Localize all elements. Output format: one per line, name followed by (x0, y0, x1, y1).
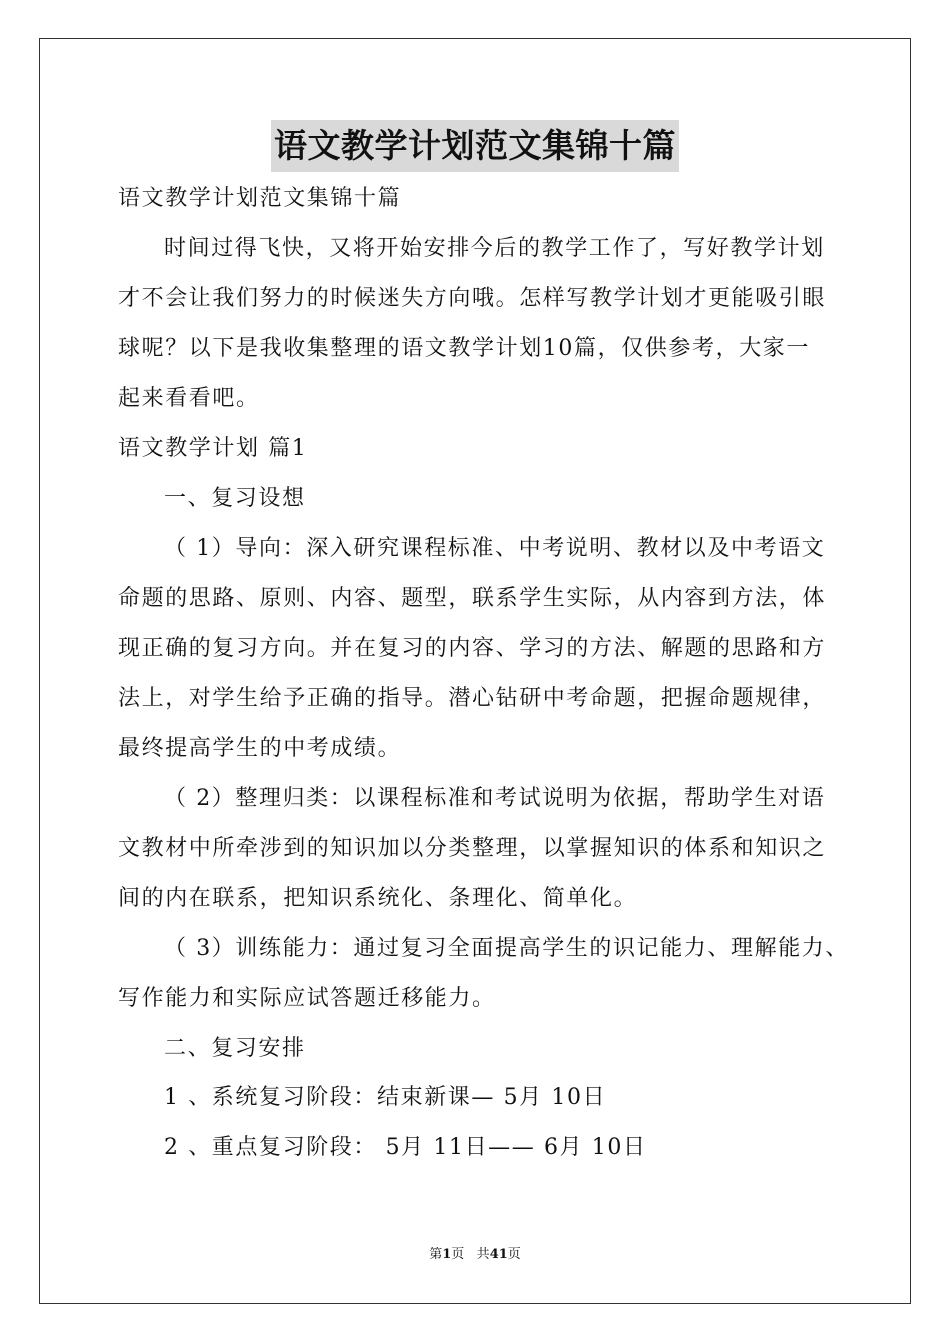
document-title: 语文教学计划范文集锦十篇 (271, 120, 679, 172)
paragraph-line: （ 2）整理归类：以课程标准和考试说明为依据，帮助学生对语 (164, 786, 826, 811)
paragraph-line: 起来看看吧。 (118, 386, 260, 411)
paragraph-line: 写作能力和实际应试答题迁移能力。 (118, 986, 496, 1011)
paragraph-line: 命题的思路、原则、内容、题型，联系学生实际，从内容到方法，体 (118, 586, 827, 611)
total-suffix: 页 (507, 1247, 521, 1262)
page-suffix: 页 (451, 1247, 465, 1262)
subtitle-line: 语文教学计划范文集锦十篇 (118, 186, 402, 211)
page-number: 1 (442, 1247, 452, 1262)
paragraph-line: 球呢？以下是我收集整理的语文教学计划10篇，仅供参考，大家一 (118, 336, 810, 361)
paragraph-line: 时间过得飞快，又将开始安排今后的教学工作了，写好教学计划 (164, 236, 825, 261)
total-prefix: 共 (476, 1247, 490, 1262)
title-container (0, 120, 950, 172)
page-border (39, 38, 911, 1304)
paragraph-line: （ 1）导向：深入研究课程标准、中考说明、教材以及中考语文 (164, 536, 826, 561)
paragraph-line: 才不会让我们努力的时候迷失方向哦。怎样写教学计划才更能吸引眼 (118, 286, 827, 311)
paragraph-line: 现正确的复习方向。并在复习的内容、学习的方法、解题的思路和方 (118, 636, 827, 661)
list-item: 2 、重点复习阶段： 5月 11日—— 6月 10日 (164, 1135, 647, 1160)
section-heading: 语文教学计划 篇1 (118, 436, 308, 461)
paragraph-line: 间的内在联系，把知识系统化、条理化、简单化。 (118, 886, 638, 911)
page-prefix: 第 (429, 1247, 443, 1262)
page-footer (0, 1246, 950, 1264)
list-item: 1 、系统复习阶段：结束新课— 5月 10日 (164, 1085, 607, 1110)
total-pages: 41 (489, 1247, 508, 1262)
paragraph-line: 文教材中所牵涉到的知识加以分类整理，以掌握知识的体系和知识之 (118, 836, 827, 861)
paragraph-line: （ 3）训练能力：通过复习全面提高学生的识记能力、理解能力、 (164, 936, 849, 961)
subsection-heading: 一、复习设想 (164, 486, 306, 511)
paragraph-line: 最终提高学生的中考成绩。 (118, 736, 402, 761)
paragraph-line: 法上，对学生给予正确的指导。潜心钻研中考命题，把握命题规律， (118, 686, 827, 711)
subsection-heading: 二、复习安排 (164, 1036, 306, 1061)
